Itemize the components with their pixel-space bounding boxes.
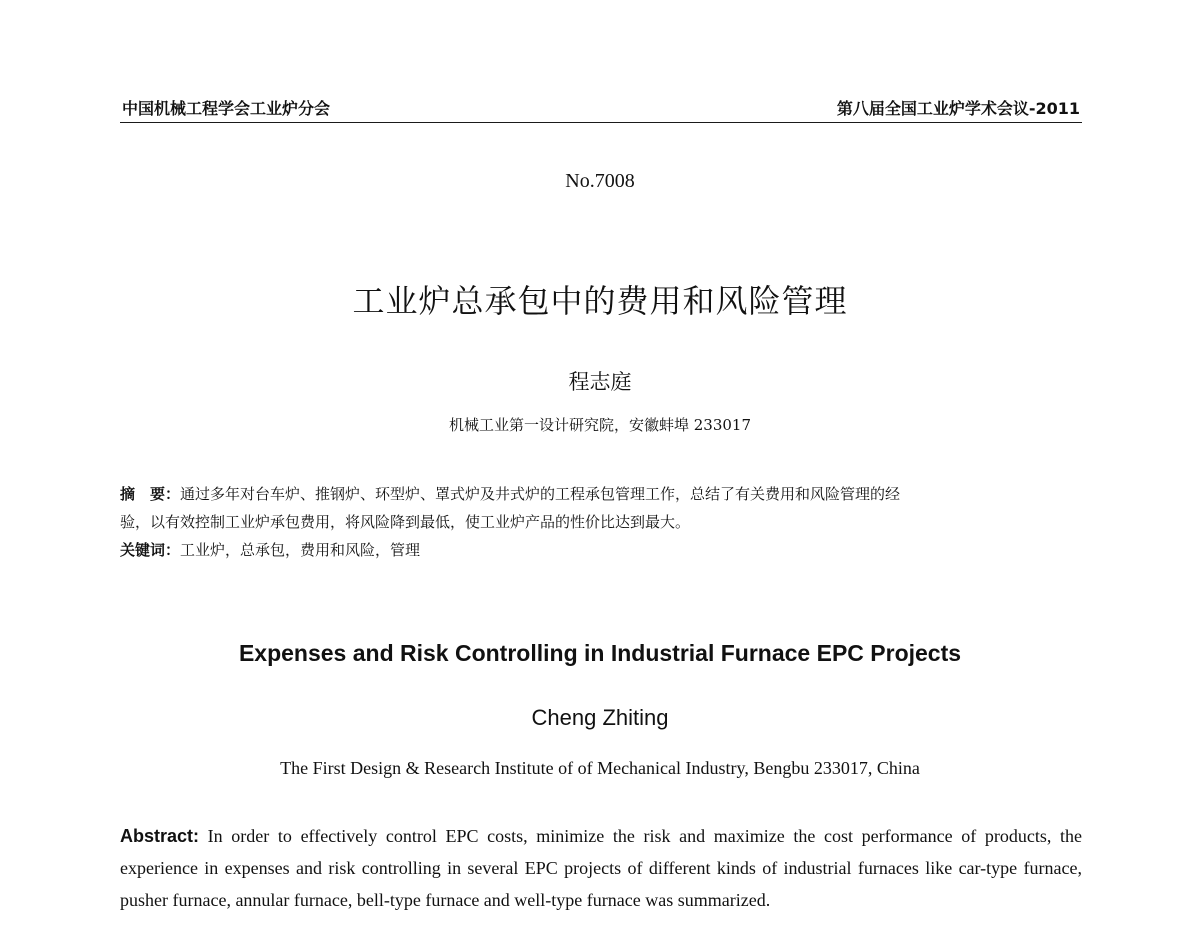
author-chinese: 程志庭 [568, 370, 632, 394]
abstract-chinese-label: 摘 要： [120, 485, 181, 503]
abstract-chinese-line-1 [120, 480, 1082, 508]
keywords-chinese-label: 关键词： [120, 541, 181, 559]
abstract-chinese-line-2 [120, 508, 1082, 536]
paper-title-chinese: 工业炉总承包中的费用和风险管理 [352, 282, 848, 320]
abstract-english [120, 820, 1082, 916]
abstract-english-text: In order to effectively control EPC costs, minimize the risk and maximize the cost performance of products, the experience in expenses and risk controlling in several EPC projects of different kinds of industrial furnaces like car-type furnace, pusher furnace, annular furnace, bell-type furnace and well-type furnace was summarized. [120, 826, 1083, 910]
affiliation-english: The First Design & Research Institute of of Mechanical Industry, Bengbu 233017, China [280, 758, 920, 778]
affiliation-chinese: 机械工业第一设计研究院，安徽蚌埠 233017 [448, 416, 752, 434]
paper-number: No.7008 [565, 170, 635, 192]
header-conference: 第八届全国工业炉学术会议-2011 [836, 99, 1080, 118]
keywords-chinese-text: 工业炉，总承包，费用和风险，管理 [180, 541, 421, 559]
abstract-chinese [120, 480, 1082, 564]
running-header [120, 90, 1082, 123]
abstract-chinese-text-2: 验，以有效控制工业炉承包费用，将风险降到最低，使工业炉产品的性价比达到最大。 [120, 513, 691, 531]
author-english: Cheng Zhiting [531, 705, 669, 730]
abstract-english-label: Abstract: [120, 826, 200, 846]
header-society: 中国机械工程学会工业炉分会 [122, 99, 331, 118]
keywords-chinese [120, 536, 1082, 564]
paper-title-english: Expenses and Risk Controlling in Industrial Furnace EPC Projects [238, 640, 962, 666]
abstract-chinese-text-1: 通过多年对台车炉、推钢炉、环型炉、罩式炉及井式炉的工程承包管理工作，总结了有关费用和风险管理的经 [180, 485, 901, 503]
